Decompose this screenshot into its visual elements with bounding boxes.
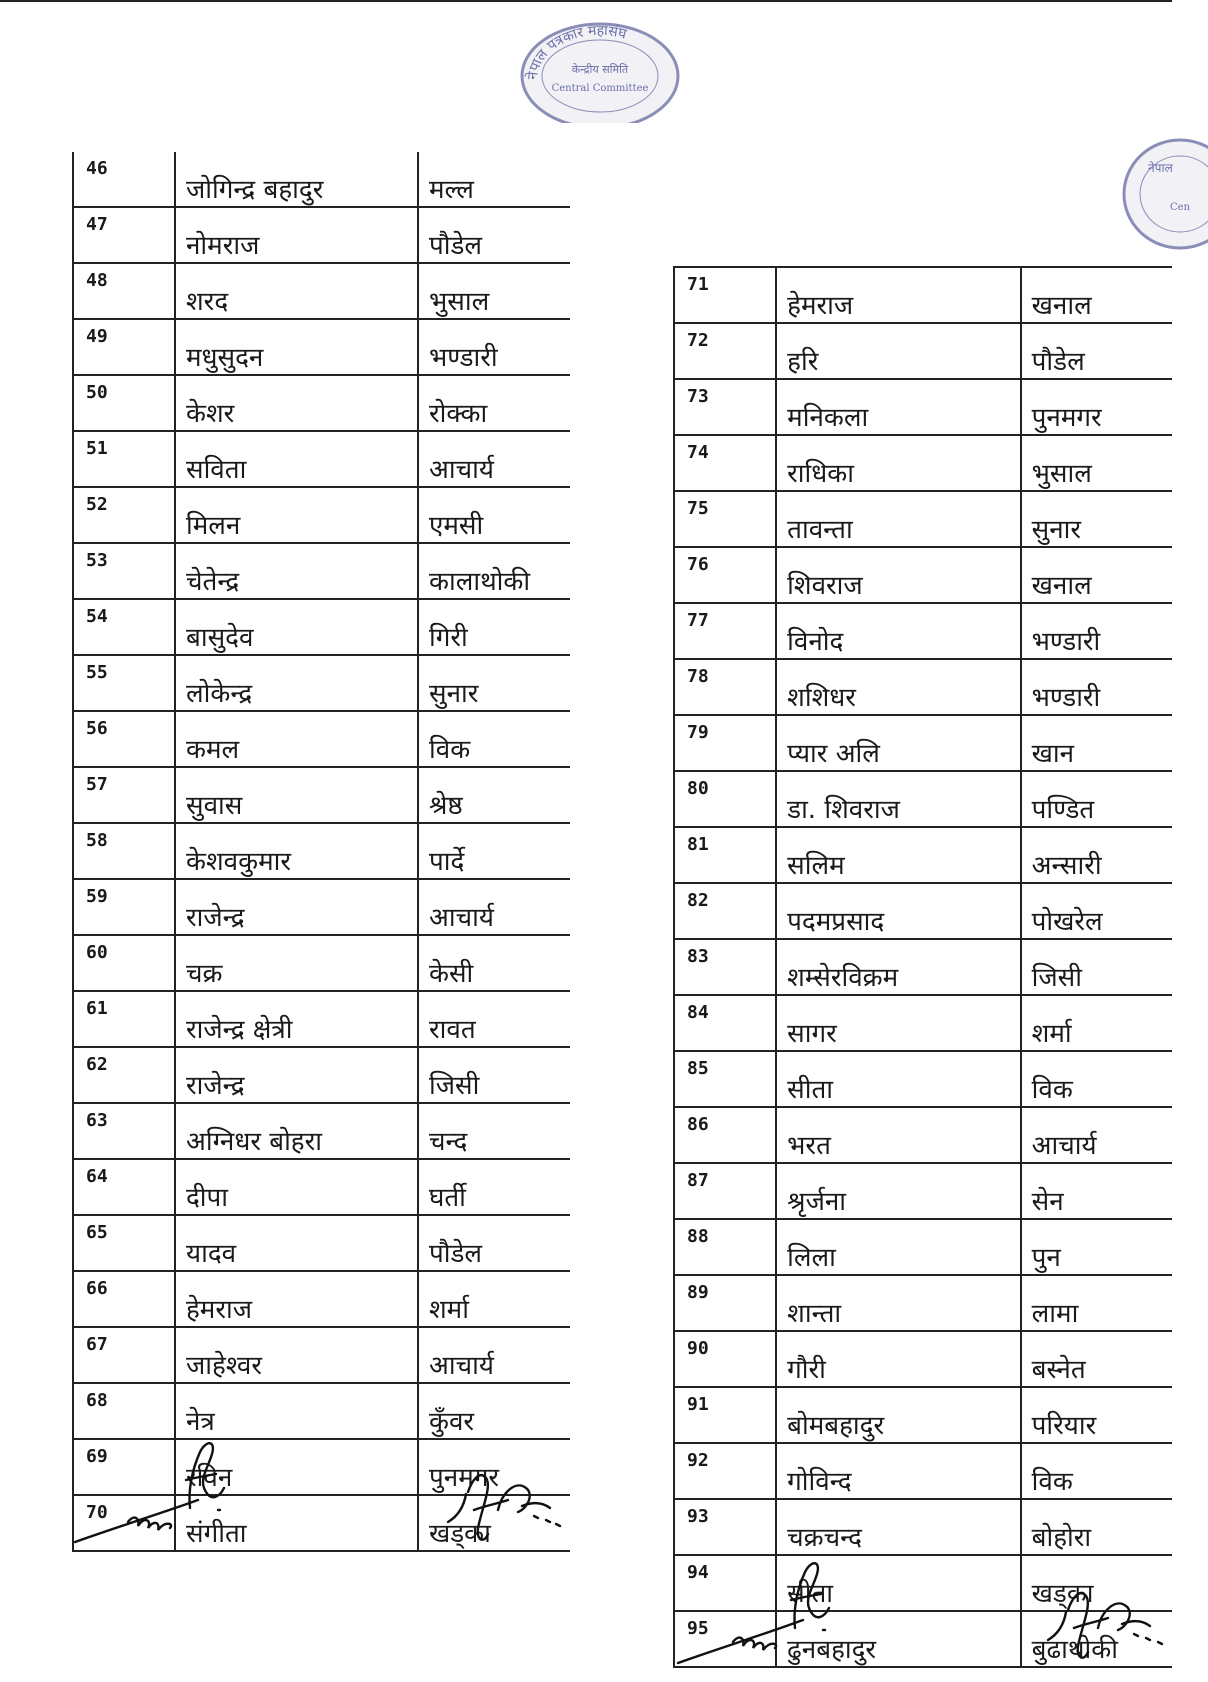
federation-seal-stamp-partial xyxy=(1118,132,1208,250)
serial-number-cell: 95 xyxy=(674,1611,776,1667)
table-row xyxy=(674,435,1172,491)
surname-cell: एमसी xyxy=(418,487,570,543)
serial-number-cell: 92 xyxy=(674,1443,776,1499)
serial-number-cell: 79 xyxy=(674,715,776,771)
surname-cell: पोखरेल xyxy=(1021,883,1172,939)
surname-cell: भण्डारी xyxy=(1021,603,1172,659)
table-row xyxy=(674,1163,1172,1219)
surname-cell: भुसाल xyxy=(418,263,570,319)
table-row xyxy=(674,379,1172,435)
first-name-cell: लोकेन्द्र xyxy=(175,655,418,711)
table-row xyxy=(674,715,1172,771)
surname-cell: घर्ती xyxy=(418,1159,570,1215)
first-name-cell: रविन xyxy=(175,1439,418,1495)
serial-number-cell: 55 xyxy=(73,655,175,711)
serial-number-cell: 67 xyxy=(73,1327,175,1383)
surname-cell: बस्नेत xyxy=(1021,1331,1172,1387)
first-name-cell: सुवास xyxy=(175,767,418,823)
table-row xyxy=(73,879,570,935)
serial-number-cell: 90 xyxy=(674,1331,776,1387)
name-list-table-left xyxy=(72,152,570,1552)
serial-number-cell: 52 xyxy=(73,487,175,543)
serial-number-cell: 81 xyxy=(674,827,776,883)
surname-cell: पुनमगर xyxy=(1021,379,1172,435)
serial-number-cell: 56 xyxy=(73,711,175,767)
first-name-cell: लिला xyxy=(776,1219,1021,1275)
serial-number-cell: 85 xyxy=(674,1051,776,1107)
surname-cell: विक xyxy=(1021,1051,1172,1107)
first-name-cell: राजेन्द्र क्षेत्री xyxy=(175,991,418,1047)
surname-cell: शर्मा xyxy=(418,1271,570,1327)
surname-cell: विक xyxy=(1021,1443,1172,1499)
first-name-cell: जोगिन्द्र बहादुर xyxy=(175,152,418,207)
serial-number-cell: 54 xyxy=(73,599,175,655)
signature-image xyxy=(673,1548,851,1676)
surname-cell: गिरी xyxy=(418,599,570,655)
table-row xyxy=(674,659,1172,715)
surname-cell: पण्डित xyxy=(1021,771,1172,827)
table-row xyxy=(674,1275,1172,1331)
serial-number-cell: 71 xyxy=(674,267,776,323)
table-row xyxy=(674,547,1172,603)
table-row xyxy=(73,655,570,711)
table-row xyxy=(73,1215,570,1271)
table-row xyxy=(73,1047,570,1103)
serial-number-cell: 57 xyxy=(73,767,175,823)
serial-number-cell: 58 xyxy=(73,823,175,879)
table-row xyxy=(73,599,570,655)
surname-cell: पार्दे xyxy=(418,823,570,879)
surname-cell: कालाथोकी xyxy=(418,543,570,599)
first-name-cell: शरद xyxy=(175,263,418,319)
serial-number-cell: 77 xyxy=(674,603,776,659)
surname-cell: कुँवर xyxy=(418,1383,570,1439)
table-row xyxy=(674,827,1172,883)
surname-cell: केसी xyxy=(418,935,570,991)
first-name-cell: राधिका xyxy=(776,435,1021,491)
first-name-cell: मनिकला xyxy=(776,379,1021,435)
first-name-cell: चक्र xyxy=(175,935,418,991)
table-row xyxy=(674,323,1172,379)
first-name-cell: शिवराज xyxy=(776,547,1021,603)
surname-cell: पौडेल xyxy=(1021,323,1172,379)
table-row xyxy=(674,1331,1172,1387)
surname-cell: खड्का xyxy=(418,1495,570,1551)
serial-number-cell: 74 xyxy=(674,435,776,491)
surname-cell: भण्डारी xyxy=(418,319,570,375)
first-name-cell: अग्निधर बोहरा xyxy=(175,1103,418,1159)
table-row xyxy=(674,883,1172,939)
surname-cell: पौडेल xyxy=(418,1215,570,1271)
table-row xyxy=(674,1051,1172,1107)
surname-cell: पौडेल xyxy=(418,207,570,263)
svg-text:नेपाल पत्रकार महासंघ: नेपाल पत्रकार महासंघ xyxy=(524,22,629,81)
svg-text:Cen: Cen xyxy=(1170,202,1191,213)
first-name-cell: विनोद xyxy=(776,603,1021,659)
serial-number-cell: 76 xyxy=(674,547,776,603)
surname-cell: बोहोरा xyxy=(1021,1499,1172,1555)
table-row xyxy=(73,319,570,375)
table-row xyxy=(73,207,570,263)
surname-cell: पुन xyxy=(1021,1219,1172,1275)
table-row xyxy=(73,375,570,431)
table-row xyxy=(73,263,570,319)
first-name-cell: प्यार अलि xyxy=(776,715,1021,771)
surname-cell: सुनार xyxy=(1021,491,1172,547)
table-row xyxy=(73,1159,570,1215)
table-row xyxy=(73,543,570,599)
first-name-cell: बासुदेव xyxy=(175,599,418,655)
first-name-cell: सीता xyxy=(776,1555,1021,1611)
first-name-cell: यादव xyxy=(175,1215,418,1271)
first-name-cell: चक्रचन्द xyxy=(776,1499,1021,1555)
first-name-cell: भरत xyxy=(776,1107,1021,1163)
serial-number-cell: 46 xyxy=(73,152,175,207)
serial-number-cell: 88 xyxy=(674,1219,776,1275)
table-row xyxy=(73,711,570,767)
svg-text:नेपाल: नेपाल xyxy=(1148,161,1173,175)
top-border-line xyxy=(0,0,1172,2)
table-row xyxy=(73,431,570,487)
serial-number-cell: 50 xyxy=(73,375,175,431)
surname-cell: विक xyxy=(418,711,570,767)
serial-number-cell: 78 xyxy=(674,659,776,715)
surname-cell: खड्का xyxy=(1021,1555,1172,1611)
surname-cell: खान xyxy=(1021,715,1172,771)
table-row xyxy=(73,767,570,823)
surname-cell: सुनार xyxy=(418,655,570,711)
surname-cell: भण्डारी xyxy=(1021,659,1172,715)
table-row xyxy=(674,771,1172,827)
serial-number-cell: 62 xyxy=(73,1047,175,1103)
first-name-cell: गौरी xyxy=(776,1331,1021,1387)
table-row xyxy=(674,1387,1172,1443)
surname-cell: जिसी xyxy=(1021,939,1172,995)
federation-seal-stamp xyxy=(515,18,685,123)
serial-number-cell: 91 xyxy=(674,1387,776,1443)
first-name-cell: नोमराज xyxy=(175,207,418,263)
first-name-cell: कमल xyxy=(175,711,418,767)
table-row xyxy=(674,939,1172,995)
first-name-cell: सीता xyxy=(776,1051,1021,1107)
table-row xyxy=(674,1499,1172,1555)
serial-number-cell: 65 xyxy=(73,1215,175,1271)
first-name-cell: शशिधर xyxy=(776,659,1021,715)
first-name-cell: बोमबहादुर xyxy=(776,1387,1021,1443)
serial-number-cell: 86 xyxy=(674,1107,776,1163)
serial-number-cell: 49 xyxy=(73,319,175,375)
first-name-cell: हेमराज xyxy=(776,267,1021,323)
first-name-cell: श्रृर्जना xyxy=(776,1163,1021,1219)
serial-number-cell: 89 xyxy=(674,1275,776,1331)
serial-number-cell: 68 xyxy=(73,1383,175,1439)
surname-cell: अन्सारी xyxy=(1021,827,1172,883)
surname-cell: बुढाथोकी xyxy=(1021,1611,1172,1667)
signature-image xyxy=(438,1450,573,1562)
first-name-cell: दीपा xyxy=(175,1159,418,1215)
first-name-cell: जाहेश्वर xyxy=(175,1327,418,1383)
surname-cell: रोक्का xyxy=(418,375,570,431)
surname-cell: खनाल xyxy=(1021,547,1172,603)
serial-number-cell: 72 xyxy=(674,323,776,379)
table-row xyxy=(73,1327,570,1383)
signature-image xyxy=(1038,1570,1172,1678)
serial-number-cell: 51 xyxy=(73,431,175,487)
serial-number-cell: 64 xyxy=(73,1159,175,1215)
serial-number-cell: 66 xyxy=(73,1271,175,1327)
serial-number-cell: 93 xyxy=(674,1499,776,1555)
serial-number-cell: 70 xyxy=(73,1495,175,1551)
table-row xyxy=(73,1103,570,1159)
first-name-cell: शम्सेरविक्रम xyxy=(776,939,1021,995)
table-row xyxy=(674,1443,1172,1499)
surname-cell: लामा xyxy=(1021,1275,1172,1331)
first-name-cell: डा. शिवराज xyxy=(776,771,1021,827)
surname-cell: आचार्य xyxy=(1021,1107,1172,1163)
serial-number-cell: 61 xyxy=(73,991,175,1047)
table-row xyxy=(674,1107,1172,1163)
table-row xyxy=(73,935,570,991)
svg-text:केन्द्रीय समिति: केन्द्रीय समिति xyxy=(571,63,629,76)
name-list-table-right xyxy=(673,266,1172,1668)
first-name-cell: तावन्ता xyxy=(776,491,1021,547)
serial-number-cell: 53 xyxy=(73,543,175,599)
surname-cell: शर्मा xyxy=(1021,995,1172,1051)
surname-cell: खनाल xyxy=(1021,267,1172,323)
serial-number-cell: 83 xyxy=(674,939,776,995)
surname-cell: जिसी xyxy=(418,1047,570,1103)
table-row xyxy=(73,152,570,207)
serial-number-cell: 63 xyxy=(73,1103,175,1159)
table-row xyxy=(674,603,1172,659)
first-name-cell: सागर xyxy=(776,995,1021,1051)
surname-cell: चन्द xyxy=(418,1103,570,1159)
table-row xyxy=(73,1271,570,1327)
table-row xyxy=(73,487,570,543)
surname-cell: आचार्य xyxy=(418,431,570,487)
first-name-cell: हरि xyxy=(776,323,1021,379)
serial-number-cell: 69 xyxy=(73,1439,175,1495)
first-name-cell: चेतेन्द्र xyxy=(175,543,418,599)
surname-cell: आचार्य xyxy=(418,1327,570,1383)
surname-cell: आचार्य xyxy=(418,879,570,935)
first-name-cell: पदमप्रसाद xyxy=(776,883,1021,939)
table-row xyxy=(674,491,1172,547)
surname-cell: मल्ल xyxy=(418,152,570,207)
serial-number-cell: 47 xyxy=(73,207,175,263)
serial-number-cell: 59 xyxy=(73,879,175,935)
first-name-cell: नेत्र xyxy=(175,1383,418,1439)
surname-cell: रावत xyxy=(418,991,570,1047)
first-name-cell: सविता xyxy=(175,431,418,487)
first-name-cell: केशर xyxy=(175,375,418,431)
table-row xyxy=(674,1219,1172,1275)
serial-number-cell: 73 xyxy=(674,379,776,435)
signature-image xyxy=(70,1430,245,1555)
surname-cell: पुनमगर xyxy=(418,1439,570,1495)
svg-text:Central Committee: Central Committee xyxy=(551,83,649,94)
serial-number-cell: 60 xyxy=(73,935,175,991)
first-name-cell: केशवकुमार xyxy=(175,823,418,879)
serial-number-cell: 94 xyxy=(674,1555,776,1611)
serial-number-cell: 75 xyxy=(674,491,776,547)
first-name-cell: मिलन xyxy=(175,487,418,543)
table-row xyxy=(73,991,570,1047)
table-row xyxy=(674,267,1172,323)
first-name-cell: राजेन्द्र xyxy=(175,879,418,935)
first-name-cell: शान्ता xyxy=(776,1275,1021,1331)
surname-cell: भुसाल xyxy=(1021,435,1172,491)
surname-cell: सेन xyxy=(1021,1163,1172,1219)
first-name-cell: सलिम xyxy=(776,827,1021,883)
serial-number-cell: 84 xyxy=(674,995,776,1051)
first-name-cell: ढुनबहादुर xyxy=(776,1611,1021,1667)
first-name-cell: संगीता xyxy=(175,1495,418,1551)
first-name-cell: हेमराज xyxy=(175,1271,418,1327)
surname-cell: श्रेष्ठ xyxy=(418,767,570,823)
first-name-cell: गोविन्द xyxy=(776,1443,1021,1499)
serial-number-cell: 80 xyxy=(674,771,776,827)
first-name-cell: मधुसुदन xyxy=(175,319,418,375)
serial-number-cell: 87 xyxy=(674,1163,776,1219)
first-name-cell: राजेन्द्र xyxy=(175,1047,418,1103)
table-row xyxy=(674,995,1172,1051)
serial-number-cell: 82 xyxy=(674,883,776,939)
surname-cell: परियार xyxy=(1021,1387,1172,1443)
serial-number-cell: 48 xyxy=(73,263,175,319)
table-row xyxy=(73,823,570,879)
